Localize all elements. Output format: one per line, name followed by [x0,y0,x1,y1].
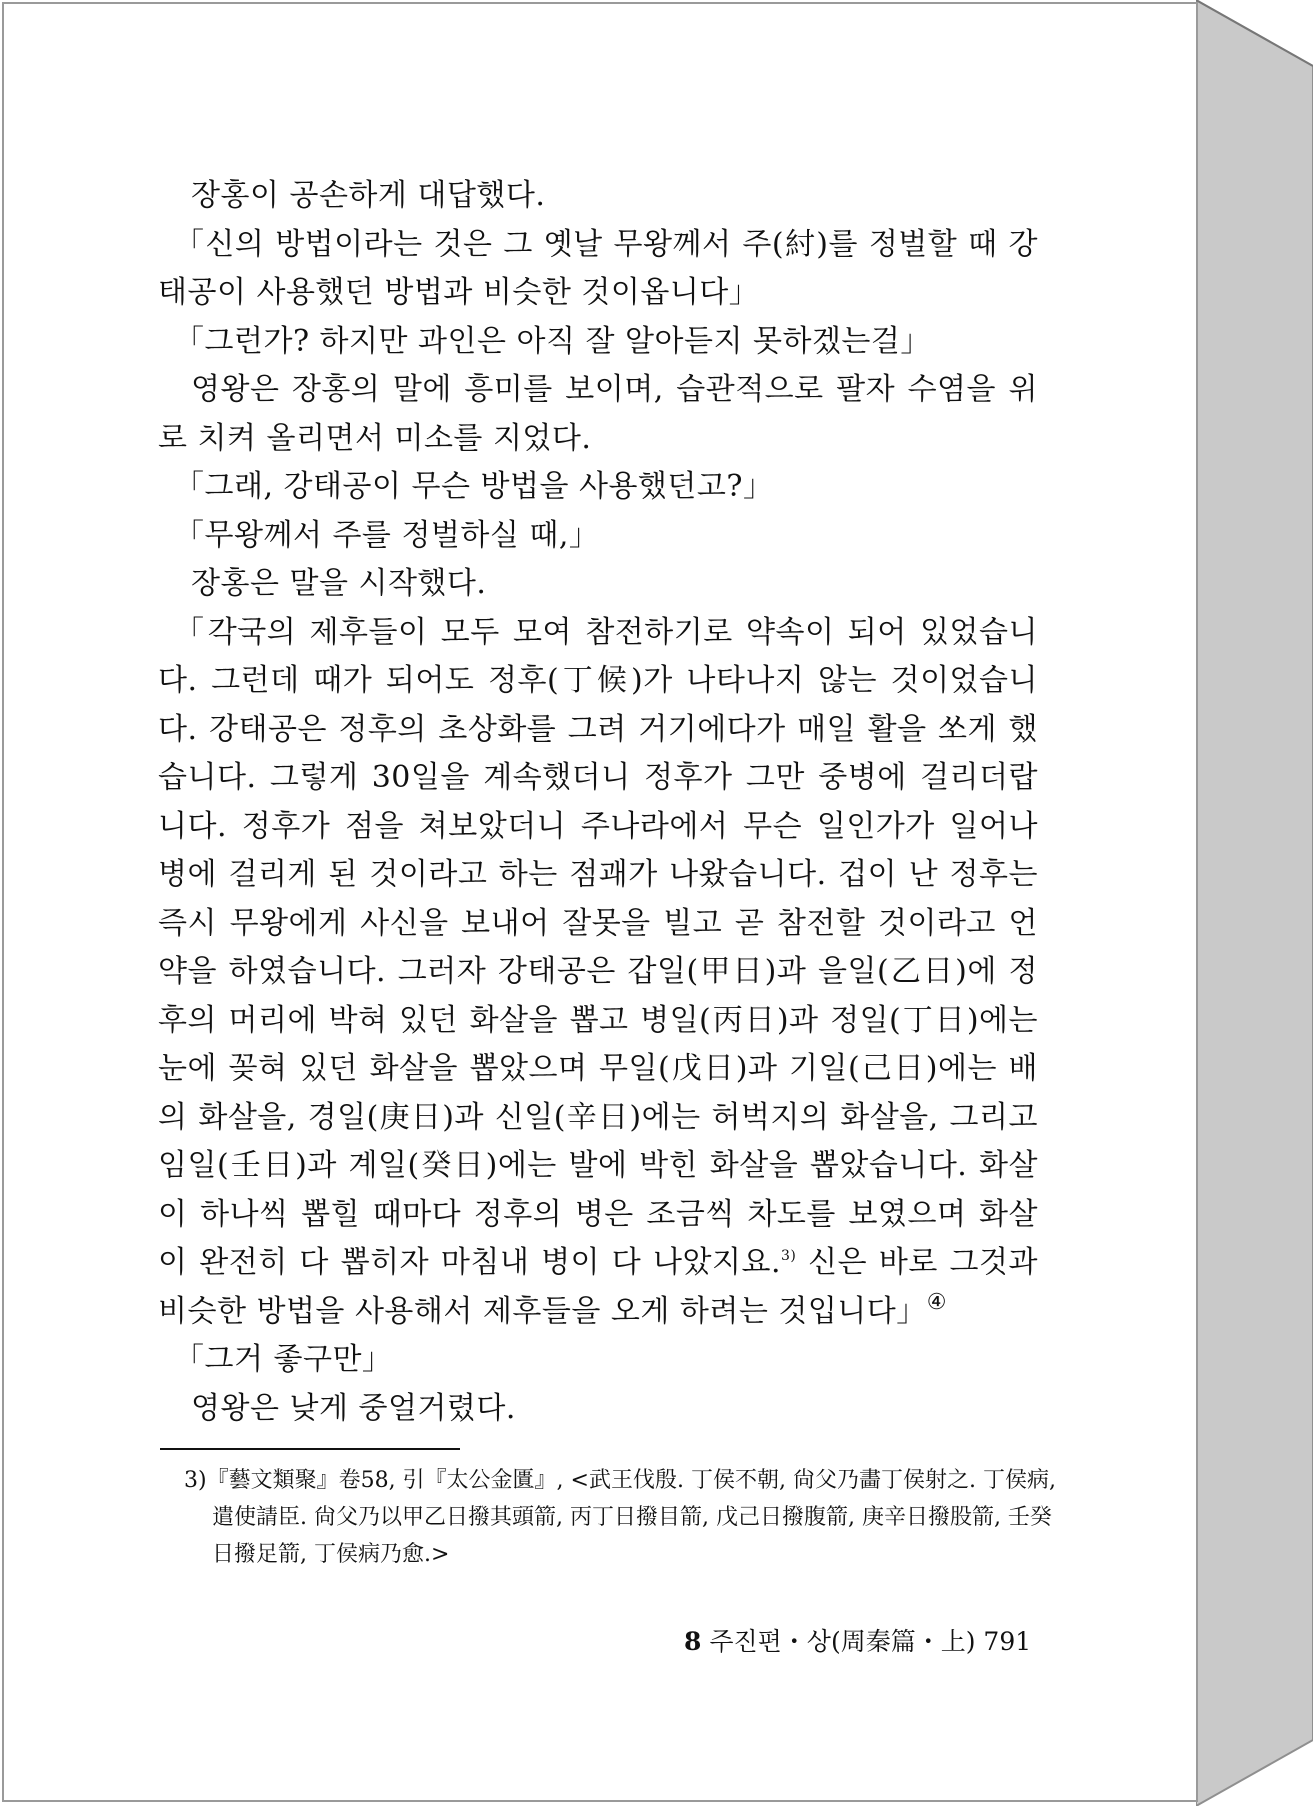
chapter-title: 주진편・상(周秦篇・上) [709,1627,976,1656]
page-number: 791 [983,1627,1032,1656]
book-page [2,2,1198,1802]
dialogue-paragraph: 「그래, 강태공이 무슨 방법을 사용했던고?」 [174,469,774,504]
body-text [158,172,1038,1433]
running-footer [684,1622,1032,1658]
footnote-divider [160,1448,460,1450]
circled-number-marker: ④ [926,1289,947,1315]
book-page-edges [1196,0,1313,1806]
paragraph: 장홍은 말을 시작했다. [191,566,487,601]
dialogue-text-continued: 신은 바로 그것과 비슷한 방법을 사용해서 제후들을 오게 하려는 것입니다」 [158,1245,1038,1329]
dialogue-paragraph: 「무왕께서 주를 정벌하실 때,」 [174,517,600,553]
dialogue-paragraph: 「신의 방법이라는 것은 그 옛날 무왕께서 주(紂)를 정벌할 때 강태공이 사용했던 방법과 비슷한 것이옵니다」 [158,226,1038,310]
footnote-reference: 3) [780,1248,797,1264]
paragraph: 영왕은 낮게 중얼거렸다. [191,1390,516,1426]
paragraph: 영왕은 장홍의 말에 흥미를 보이며, 습관적으로 팔자 수염을 위로 치켜 올리면서 미소를 지었다. [158,372,1038,456]
dialogue-paragraph: 「그런가? 하지만 과인은 아직 잘 알아듣지 못하겠는걸」 [174,323,931,359]
dialogue-text: 「각국의 제후들이 모두 모여 참전하기로 약속이 되어 있었습니다. 그런데 때가 되어도 정후(丁候)가 나타나지 않는 것이었습니다. 강태공은 정후의 초상화를 그려 거기에다가 매일 활을 쏘게 했습니다. 그렇게 30일을 계속했더니 정후가 그만 중병에 걸리더랍니다. 정후가 점을 쳐보았더니 주나라에서 무슨 일인가가 일어나 병에 걸리게 된 것이라고 하는 점괘가 나왔습니다. 겁이 난 정후는 즉시 무왕에게 사신을 보내어 잘못을 빌고 곧 참전할 것이라고 언약을 하였습니다. 그러자 강태공은 갑일(甲日)과 을일(乙日)에 정후의 머리에 박혀 있던 화살을 뽑고 병일(丙日)과 정일(丁日)에는 눈에 꽂혀 있던 화살을 뽑았으며 무일(戊日)과 기일(己日)에는 배의 화살을, 경일(庚日)과 신일(辛日)에는 허벅지의 화살을, 그리고 임일(壬日)과 계일(癸日)에는 발에 박힌 화살을 뽑았습니다. 화살이 하나씩 뽑힐 때마다 정후의 병은 조금씩 차도를 보였으며 화살이 완전히 다 뽑히자 마침내 병이 다 나았지요. [158,614,1038,1280]
footnote: 3)『藝文類聚』卷58, 引『太公金匱』, <武王伐殷. 丁侯不朝, 尙父乃畵丁侯射之. 丁侯病, 遣使請臣. 尙父乃以甲乙日撥其頭箭, 丙丁日撥目箭, 戊己日撥腹箭, 庚辛日撥股箭, 壬癸日撥足箭, 丁侯病乃愈.> [184,1468,1056,1567]
dialogue-paragraph: 「그거 좋구만」 [174,1342,393,1377]
paragraph: 장홍이 공손하게 대답했다. [191,178,546,213]
dialogue-paragraph [158,609,1038,1337]
chapter-number: 8 [684,1627,702,1656]
